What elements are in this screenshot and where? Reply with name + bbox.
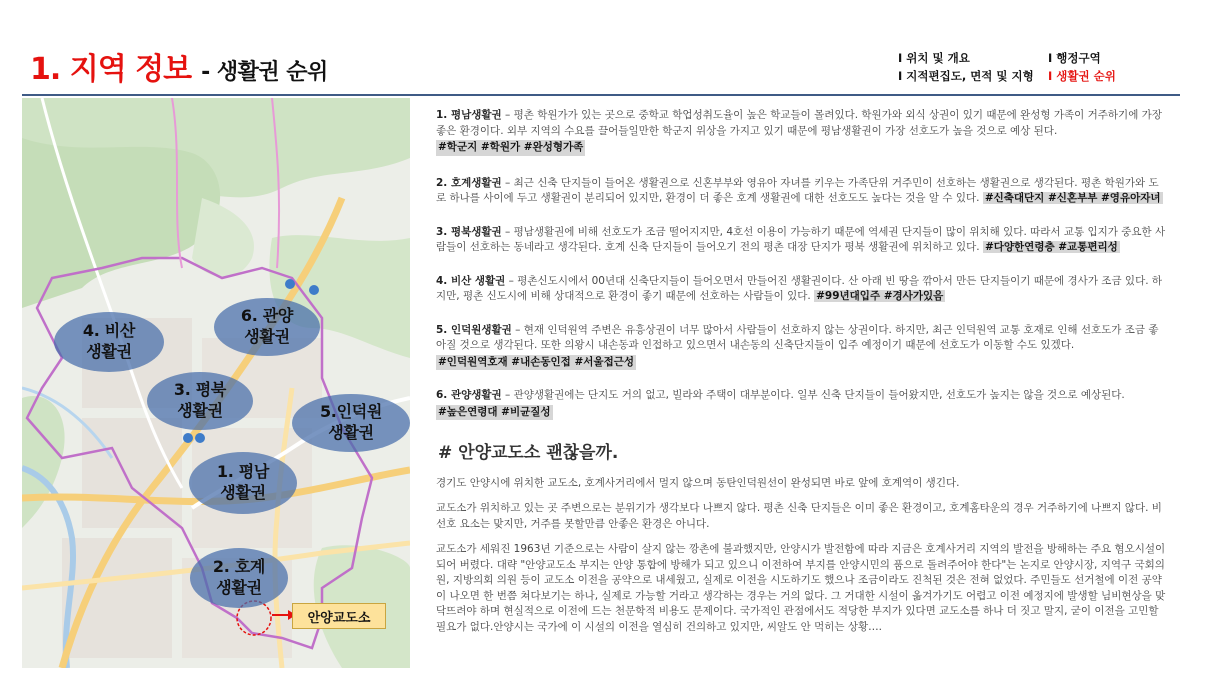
region-suffix-line: 생활권 (220, 483, 266, 502)
region-name-line: 3. 평북 (173, 380, 227, 400)
region-name-line: 4. 비산 (82, 321, 136, 341)
section-body: – 평촌신도시에서 00년대 신축단지들이 들어오면서 만들어진 생활권이다. 산 아래 빈 땅을 깎아서 만든 단지들이기 때문에 경사가 조금 있다. 하지만, 평촌 신도시에 비해 상대적으로 환경이 좋기 때문에 선호하는 사람들이 있다. (436, 274, 1163, 302)
region-hogye[interactable] (190, 548, 288, 608)
region-gwanyang-label (214, 306, 320, 348)
section-tags: #학군지 #학원가 #완성형가족 (436, 140, 585, 156)
section-body: – 평촌 학원가가 있는 곳으로 중학교 학업성취도율이 높은 학교들이 몰려있다. 학원가와 외식 상권이 있기 때문에 완성형 가족이 거주하기에 가장 좋은 환경이다. 외부 지역의 수요를 끌어들일만한 학군지 위상을 가지고 있기 때문에 평남생활권이 가장 선호도가 높을 것으로 예상 된다. (436, 109, 1162, 137)
region-name-line: 2. 호계 (212, 557, 266, 577)
section-body: – 최근 신축 단지들이 들어온 생활권으로 신혼부부와 영유아 자녀를 키우는 가족단위 거주민이 선호하는 생활권으로 생각된다. 평촌 학원가와 도로 하나를 사이에 두고 생활권이 분리되어 있지만, 환경이 더 좋은 호계 생활권에 대한 선호도도 높다는 것을 알 수 있다. (436, 176, 1159, 204)
region-pyeongbuk-label (147, 380, 253, 422)
section-hogye (436, 176, 1168, 207)
region-name-line: 1. 평남 (216, 462, 270, 482)
region-gwanyang[interactable] (214, 298, 320, 356)
region-suffix-line: 생활권 (244, 327, 290, 346)
section-pyeongnam (436, 108, 1168, 156)
section-body: – 관양생활권에는 단지도 거의 없고, 빌라와 주택이 대부분이다. 일부 신축 단지들이 들어왔지만, 선호도가 높지는 않을 것으로 예상된다. (501, 389, 1125, 401)
region-name-line: 6. 관양 (240, 306, 294, 326)
region-hogye-label (190, 557, 288, 599)
section-heading: 6. 관양생활권 (436, 389, 502, 401)
section-heading: 2. 호계생활권 (436, 176, 502, 189)
section-tags: #신축대단지 #신혼부부 #영유아자녀 (984, 192, 1161, 204)
nav-item-cadastral-map[interactable]: I 지적편집도, 면적 및 지형 (898, 69, 1034, 83)
living-zone-map[interactable] (22, 98, 410, 668)
section-tags: #다양한연령층 #교통편리성 (984, 241, 1118, 253)
section-bisan (436, 274, 1168, 305)
page-subtitle: - 생활권 순위 (201, 60, 328, 85)
section-heading: 4. 비산 생활권 (436, 274, 506, 287)
page-title-group (30, 44, 328, 88)
region-bisan[interactable] (54, 312, 164, 372)
prison-marker-label[interactable]: 안양교도소 (292, 603, 386, 629)
region-indeogwon-label (292, 402, 410, 444)
region-pyeongnam[interactable] (189, 452, 297, 514)
page-title: 1. 지역 정보 (30, 52, 192, 87)
section-tags: #인덕원역호재 #내손동인접 #서울접근성 (436, 355, 636, 371)
region-suffix-line: 생활권 (86, 342, 132, 361)
essay-paragraph: 교도소가 위치하고 있는 곳 주변으로는 분위기가 생각보다 나쁘지 않다. 평촌 신축 단지들은 이미 좋은 환경이고, 호계홈타운의 경우 거주하기에 나쁘지 않다. 비선호 요소는 맞지만, 거주를 못할만큼 안좋은 환경은 아니다. (436, 502, 1162, 530)
nav-item-location[interactable]: I 위치 및 개요 (898, 51, 970, 65)
region-pyeongnam-label (189, 462, 297, 504)
nav-item-admin-district[interactable]: I 행정구역 (1048, 51, 1101, 65)
region-indeogwon[interactable] (292, 394, 410, 452)
section-heading: 5. 인덕원생활권 (436, 323, 512, 336)
region-name-line: 5.인덕원 (319, 402, 383, 422)
region-suffix-line: 생활권 (177, 401, 223, 420)
section-body: – 현재 인덕원역 주변은 유흥상권이 너무 많아서 사람들이 선호하지 않는 상권이다. 하지만, 최근 인덕원역 교통 호재로 인해 선호도가 조금 좋아질 것으로 생각된다. 또한 의왕시 내손동과 인접하고 있으면서 내손동의 신축단지들이 입주 예정이기 때문에 선호도가 이동할 수도 있겠다. (436, 323, 1159, 351)
section-heading: 1. 평남생활권 (436, 109, 502, 121)
essay-title: # 안양교도소 괜찮을까. (438, 443, 619, 463)
section-indeogwon (436, 323, 1168, 371)
section-body: – 평남생활권에 비해 선호도가 조금 떨어지지만, 4호선 이용이 가능하기 때문에 역세권 단지들이 많이 위치해 있다. 따라서 교통 입지가 중요한 사람들이 선호하는 동네라고 생각된다. 호계 신축 단지들이 들어오기 전의 평촌 대장 단지가 평북 생활권에 위치하고 있다. (436, 225, 1166, 253)
content-column (436, 108, 1168, 645)
region-bisan-label (54, 321, 164, 363)
section-tags: #높은연령대 #비균질성 (436, 405, 553, 421)
region-pyeongbuk[interactable] (147, 372, 253, 430)
essay-paragraph: 교도소가 세워진 1963년 기준으로는 사람이 살지 않는 깡촌에 불과했지만, 안양시가 발전함에 따라 지금은 호계사거리 지역의 발전을 방해하는 주요 혐오시설이 되어 버렸다. 대략 "안양교도소 부지는 안양 통합에 방해가 되고 있으니 이전하여 부지를 안양시민의 품으로 돌려주어야 한다"는 논지로 안양시장, 지역구 국회의원, 지방의회 의원 등이 교도소 이전을 공약으로 내세웠고, 실제로 이전을 시도하기도 했으나 조금이라도 진척된 것은 전혀 없었다. 주민들도 선거철에 이전 공약이 나오면 한 번쯤 쳐다보기는 하나, 실제로 가능할 거라고 생각하는 경우는 거의 없다. 그 거대한 시설이 옮겨가기도 어렵고 이전 예정지에 발생할 님비현상을 맞닥뜨려야 하며 현실적으로 이전에 드는 천문학적 비용도 문제이다. 국가적인 관점에서도 적당한 부지가 있다면 교도소를 하나 더 짓고 말지, 굳이 이전을 고민할 필요가 없다.안양시는 국가에 이 시설의 이전을 열심히 건의하고 있지만, 씨알도 안 먹히는 상황…. (436, 543, 1166, 633)
nav-item-living-zone-rank[interactable]: I 생활권 순위 (1048, 69, 1116, 83)
region-suffix-line: 생활권 (216, 578, 262, 597)
section-heading: 3. 평북생활권 (436, 225, 502, 238)
section-pyeongbuk (436, 225, 1168, 256)
section-gwanyang (436, 388, 1168, 420)
header-divider (22, 94, 1180, 96)
section-tags: #99년대입주 #경사가있음 (816, 290, 944, 302)
region-suffix-line: 생활권 (328, 423, 374, 442)
essay-paragraph: 경기도 안양시에 위치한 교도소, 호계사거리에서 멀지 않으며 동탄인덕원선이 완성되면 바로 앞에 호계역이 생긴다. (436, 476, 960, 489)
